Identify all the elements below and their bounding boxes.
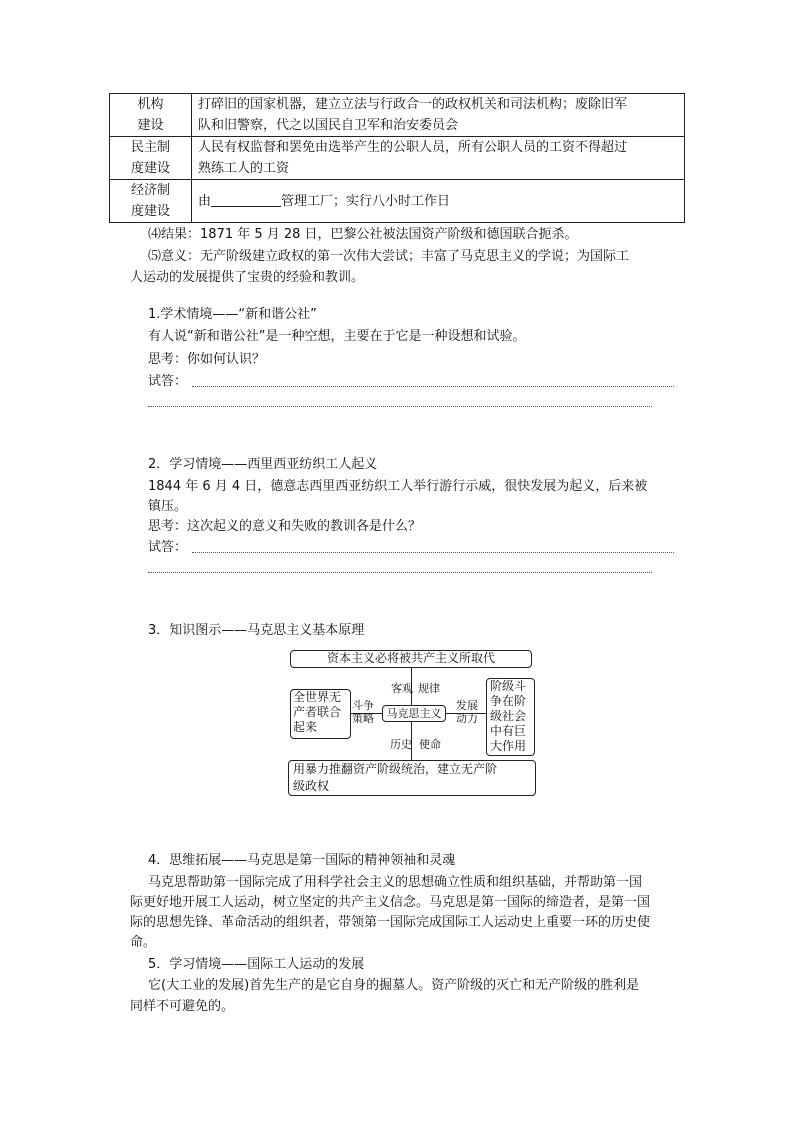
diagram-left-box: 全世界无 产者联合 起来 <box>290 689 351 739</box>
row-content-democracy: 人民有权监督和罢免由选举产生的公职人员，所有公职人员的工资不得超过 熟练工人的工资 <box>192 137 685 180</box>
section-4-line-4: 命。 <box>130 935 157 950</box>
row-head-institution: 机构 建设 <box>110 94 192 137</box>
diagram-center-box: 马克思主义 <box>382 705 446 722</box>
table-row <box>110 180 685 223</box>
section-2-paragraph-line-2: 镇压。 <box>148 499 188 514</box>
section-1-question: 思考：你如何认识？ <box>148 352 266 367</box>
section-1-answer-label: 试答： <box>148 374 188 389</box>
label-law: 规律 <box>418 682 440 695</box>
significance-line-1: ⑸意义：无产阶级建立政权的第一次伟大尝试；丰富了马克思主义的学说；为国际工 <box>148 249 630 264</box>
table-row <box>110 94 685 137</box>
row-head-democracy: 民主制 度建设 <box>110 137 192 180</box>
label-development-force: 发展 动力 <box>456 699 478 725</box>
fill-in-blank[interactable] <box>211 192 281 207</box>
section-4-title: 4．思维拓展——马克思是第一国际的精神领袖和灵魂 <box>148 853 456 868</box>
section-2-title: 2．学习情境——西里西亚纺织工人起义 <box>148 457 378 472</box>
section-4-line-3: 际的思想先锋、革命活动的组织者，带领第一国际完成国际工人运动史上重要一环的历史使 <box>130 915 651 930</box>
diagram-top-box: 资本主义必将被共产主义所取代 <box>290 650 532 668</box>
section-2-paragraph-line-1: 1844 年 6 月 4 日，德意志西里西亚纺织工人举行游行示威，很快发展为起义，后来被 <box>148 479 648 494</box>
section-2-question: 思考：这次起义的意义和失败的教训各是什么？ <box>148 519 422 534</box>
diagram-right-box: 阶级斗 争在阶 级社会 中有巨 大作用 <box>486 678 535 756</box>
section-4-line-1: 马克思帮助第一国际完成了用科学社会主义的思想确立性质和组织基础，并帮助第一国 <box>148 875 643 890</box>
answer-line[interactable] <box>192 552 674 553</box>
significance-line-2: 人运动的发展提供了宝贵的经验和教训。 <box>130 270 365 285</box>
section-3-title: 3．知识图示——马克思主义基本原理 <box>148 623 365 638</box>
section-5-title: 5．学习情境——国际工人运动的发展 <box>148 957 365 972</box>
label-history: 历史 <box>390 738 412 751</box>
answer-line[interactable] <box>148 572 652 573</box>
answer-line[interactable] <box>148 406 652 407</box>
row-head-economy: 经济制 度建设 <box>110 180 192 223</box>
section-4-line-2: 际更好地开展工人运动，树立坚定的共产主义信念。马克思是第一国际的缔造者，是第一国 <box>130 895 651 910</box>
row-content-institution: 打碎旧的国家机器，建立立法与行政合一的政权机关和司法机构；废除旧军 队和旧警察，代之以国民自卫军和治安委员会 <box>192 94 685 137</box>
section-2-answer-label: 试答： <box>148 540 188 555</box>
economy-post-text: 管理工厂；实行八小时工作日 <box>281 193 451 209</box>
label-struggle-strategy: 斗争 策略 <box>352 699 374 725</box>
economy-pre-text: 由 <box>198 193 212 209</box>
section-1-paragraph: 有人说“新和谐公社”是一种空想，主要在于它是一种设想和试验。 <box>148 329 526 344</box>
section-1-title: 1.学术情境——“新和谐公社” <box>148 307 317 322</box>
commune-system-table <box>109 93 685 223</box>
result-line: ⑷结果：1871 年 5 月 28 日，巴黎公社被法国资产阶级和德国联合扼杀。 <box>148 227 578 242</box>
section-5-line-2: 同样不可避免的。 <box>130 999 235 1014</box>
diagram-bottom-box: 用暴力推翻资产阶级统治，建立无产阶 级政权 <box>288 760 536 796</box>
answer-line[interactable] <box>192 386 674 387</box>
section-5-line-1: 它(大工业的发展)首先生产的是它自身的掘墓人。资产阶级的灭亡和无产阶级的胜利是 <box>148 978 640 993</box>
label-objective: 客观 <box>391 682 413 695</box>
row-content-economy <box>192 180 685 223</box>
label-mission: 使命 <box>419 738 441 751</box>
table-row <box>110 137 685 180</box>
